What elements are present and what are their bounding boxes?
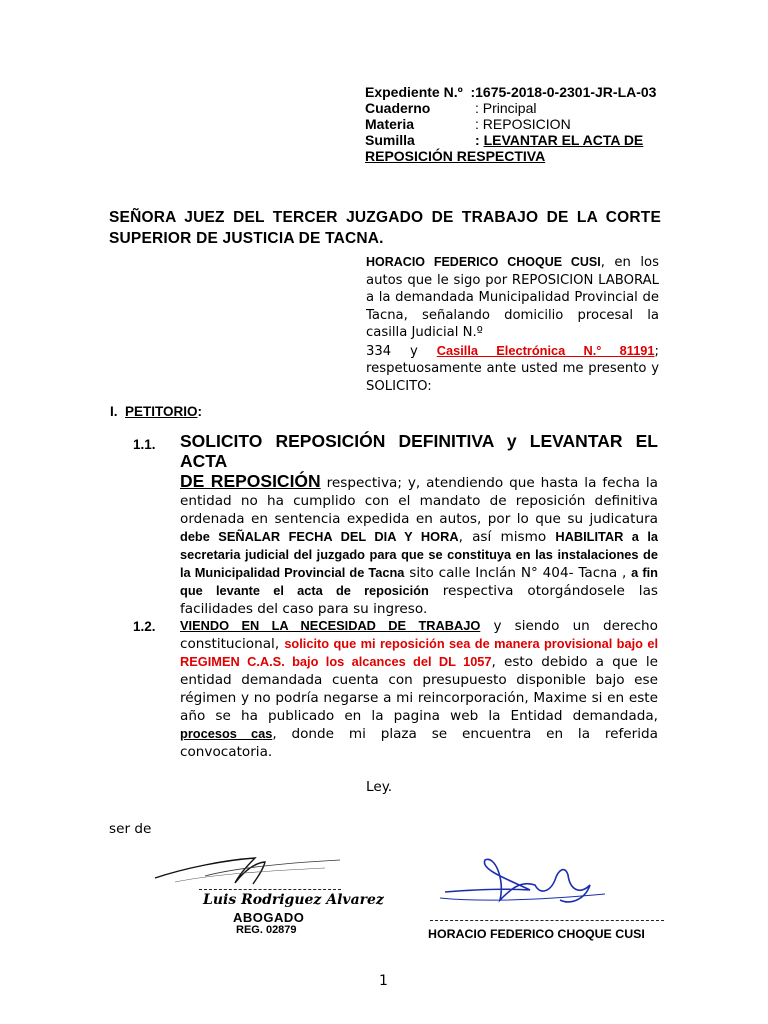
p1-text-1: respectiva; y, atendiendo que hasta la fecha la entidad no ha cumplido con el mandato de reposición definitiva ordenada en sentencia expedida en autos, por lo que su judicatura xyxy=(180,475,658,527)
casilla-electronica: Casilla Electrónica N.° 81191 xyxy=(436,342,655,358)
paragraph-1-2 xyxy=(180,617,658,761)
materia-value: : REPOSICION xyxy=(475,116,571,132)
cuaderno-value: : Principal xyxy=(475,100,537,116)
paragraph-1-2-number: 1.2. xyxy=(133,619,156,634)
sumilla-label: Sumilla xyxy=(365,132,415,148)
materia-line xyxy=(365,116,665,132)
signature-line xyxy=(199,889,341,890)
sumilla-line xyxy=(365,132,665,164)
lawyer-title: ABOGADO xyxy=(233,910,305,925)
p1-bold-3: a fin que levante el acta de reposición xyxy=(180,565,658,598)
p1-heading-1: SOLICITO REPOSICIÓN DEFINITIVA y LEVANTAR EL ACTA xyxy=(180,431,658,471)
expediente-label: Expediente N.º xyxy=(365,84,463,100)
paragraph-1-1 xyxy=(180,432,658,618)
case-header xyxy=(365,84,665,164)
paragraph-1-1-number: 1.1. xyxy=(133,437,156,452)
cuaderno-label: Cuaderno xyxy=(365,100,431,116)
sumilla-colon: : xyxy=(475,132,480,148)
expediente-value: :1675-2018-0-2301-JR-LA-03 xyxy=(470,84,657,100)
p2-text-2: , esto debido a que le entidad demandada cuenta con presupuesto disponible bajo ese régimen y no podría negarse a mi reincorporación, Maxime si en este año se ha publicado en la pagina web la Entidad demandada, xyxy=(180,654,658,724)
intro-text-2: 334 y xyxy=(366,343,437,359)
materia-label: Materia xyxy=(365,116,415,132)
p2-text-3: , donde mi plaza se encuentra en la referida convocatoria. xyxy=(180,726,658,760)
intro-text-1: , en los autos que le sigo por REPOSICION LABORAL a la demandada Municipalidad Provincial de Tacna, señalando domicilio procesal la casilla Judicial N.º xyxy=(366,255,660,340)
ser-de: ser de xyxy=(109,821,152,837)
signature-line-right xyxy=(430,920,664,921)
petitorio-colon: : xyxy=(197,404,203,419)
petitorio-label: PETITORIO xyxy=(125,404,198,419)
p2-red-request: solicito que mi reposición sea de manera provisional bajo el REGIMEN C.A.S. bajo los alcances del DL 1057 xyxy=(180,636,658,669)
lawyer-reg: REG. 02879 xyxy=(236,924,297,936)
p1-bold-2: HABILITAR a la secretaria judicial del juzgado para que se constituya en las instalaciones de la Municipalidad Provincial de Tacna xyxy=(180,529,658,580)
lawyer-name: Luis Rodriguez Alvarez xyxy=(203,892,384,908)
petitioner-signature-scribble xyxy=(440,850,610,920)
lawyer-signature-stamp xyxy=(145,838,384,938)
addressee: SEÑORA JUEZ DEL TERCER JUZGADO DE TRABAJO DE LA CORTE SUPERIOR DE JUSTICIA DE TACNA. xyxy=(109,209,661,247)
p2-text-1: y siendo un derecho constitucional, xyxy=(180,618,658,652)
expediente-line xyxy=(365,84,665,100)
p1-text-2: , así mismo xyxy=(458,529,556,545)
sumilla-value: LEVANTAR EL ACTA DE REPOSICIÓN RESPECTIVA xyxy=(365,132,644,164)
closing-ley: Ley. xyxy=(366,779,393,795)
intro-text-3: ; respetuosamente ante usted me presento y SOLICITO: xyxy=(366,343,659,394)
petitorio-heading xyxy=(110,404,202,419)
intro-paragraph xyxy=(366,254,659,395)
cuaderno-line xyxy=(365,100,665,116)
p1-bold-1: debe SEÑALAR FECHA DEL DIA Y HORA xyxy=(180,529,459,544)
p2-heading: VIENDO EN LA NECESIDAD DE TRABAJO xyxy=(180,618,481,633)
petitorio-numeral: I. xyxy=(110,404,118,419)
p2-procesos-cas: procesos cas xyxy=(180,726,273,741)
petitioner-name: HORACIO FEDERICO CHOQUE CUSI xyxy=(366,255,601,269)
p1-text-4: respectiva otorgándosele las facilidades del caso para su ingreso. xyxy=(180,583,658,617)
page-number: 1 xyxy=(379,973,388,989)
petitioner-signature xyxy=(428,850,668,945)
p1-text-3: sito calle Inclán N° 404- Tacna , xyxy=(404,565,632,581)
p1-heading-2: DE REPOSICIÓN xyxy=(180,471,321,491)
petitioner-name-signature: HORACIO FEDERICO CHOQUE CUSI xyxy=(428,927,645,941)
